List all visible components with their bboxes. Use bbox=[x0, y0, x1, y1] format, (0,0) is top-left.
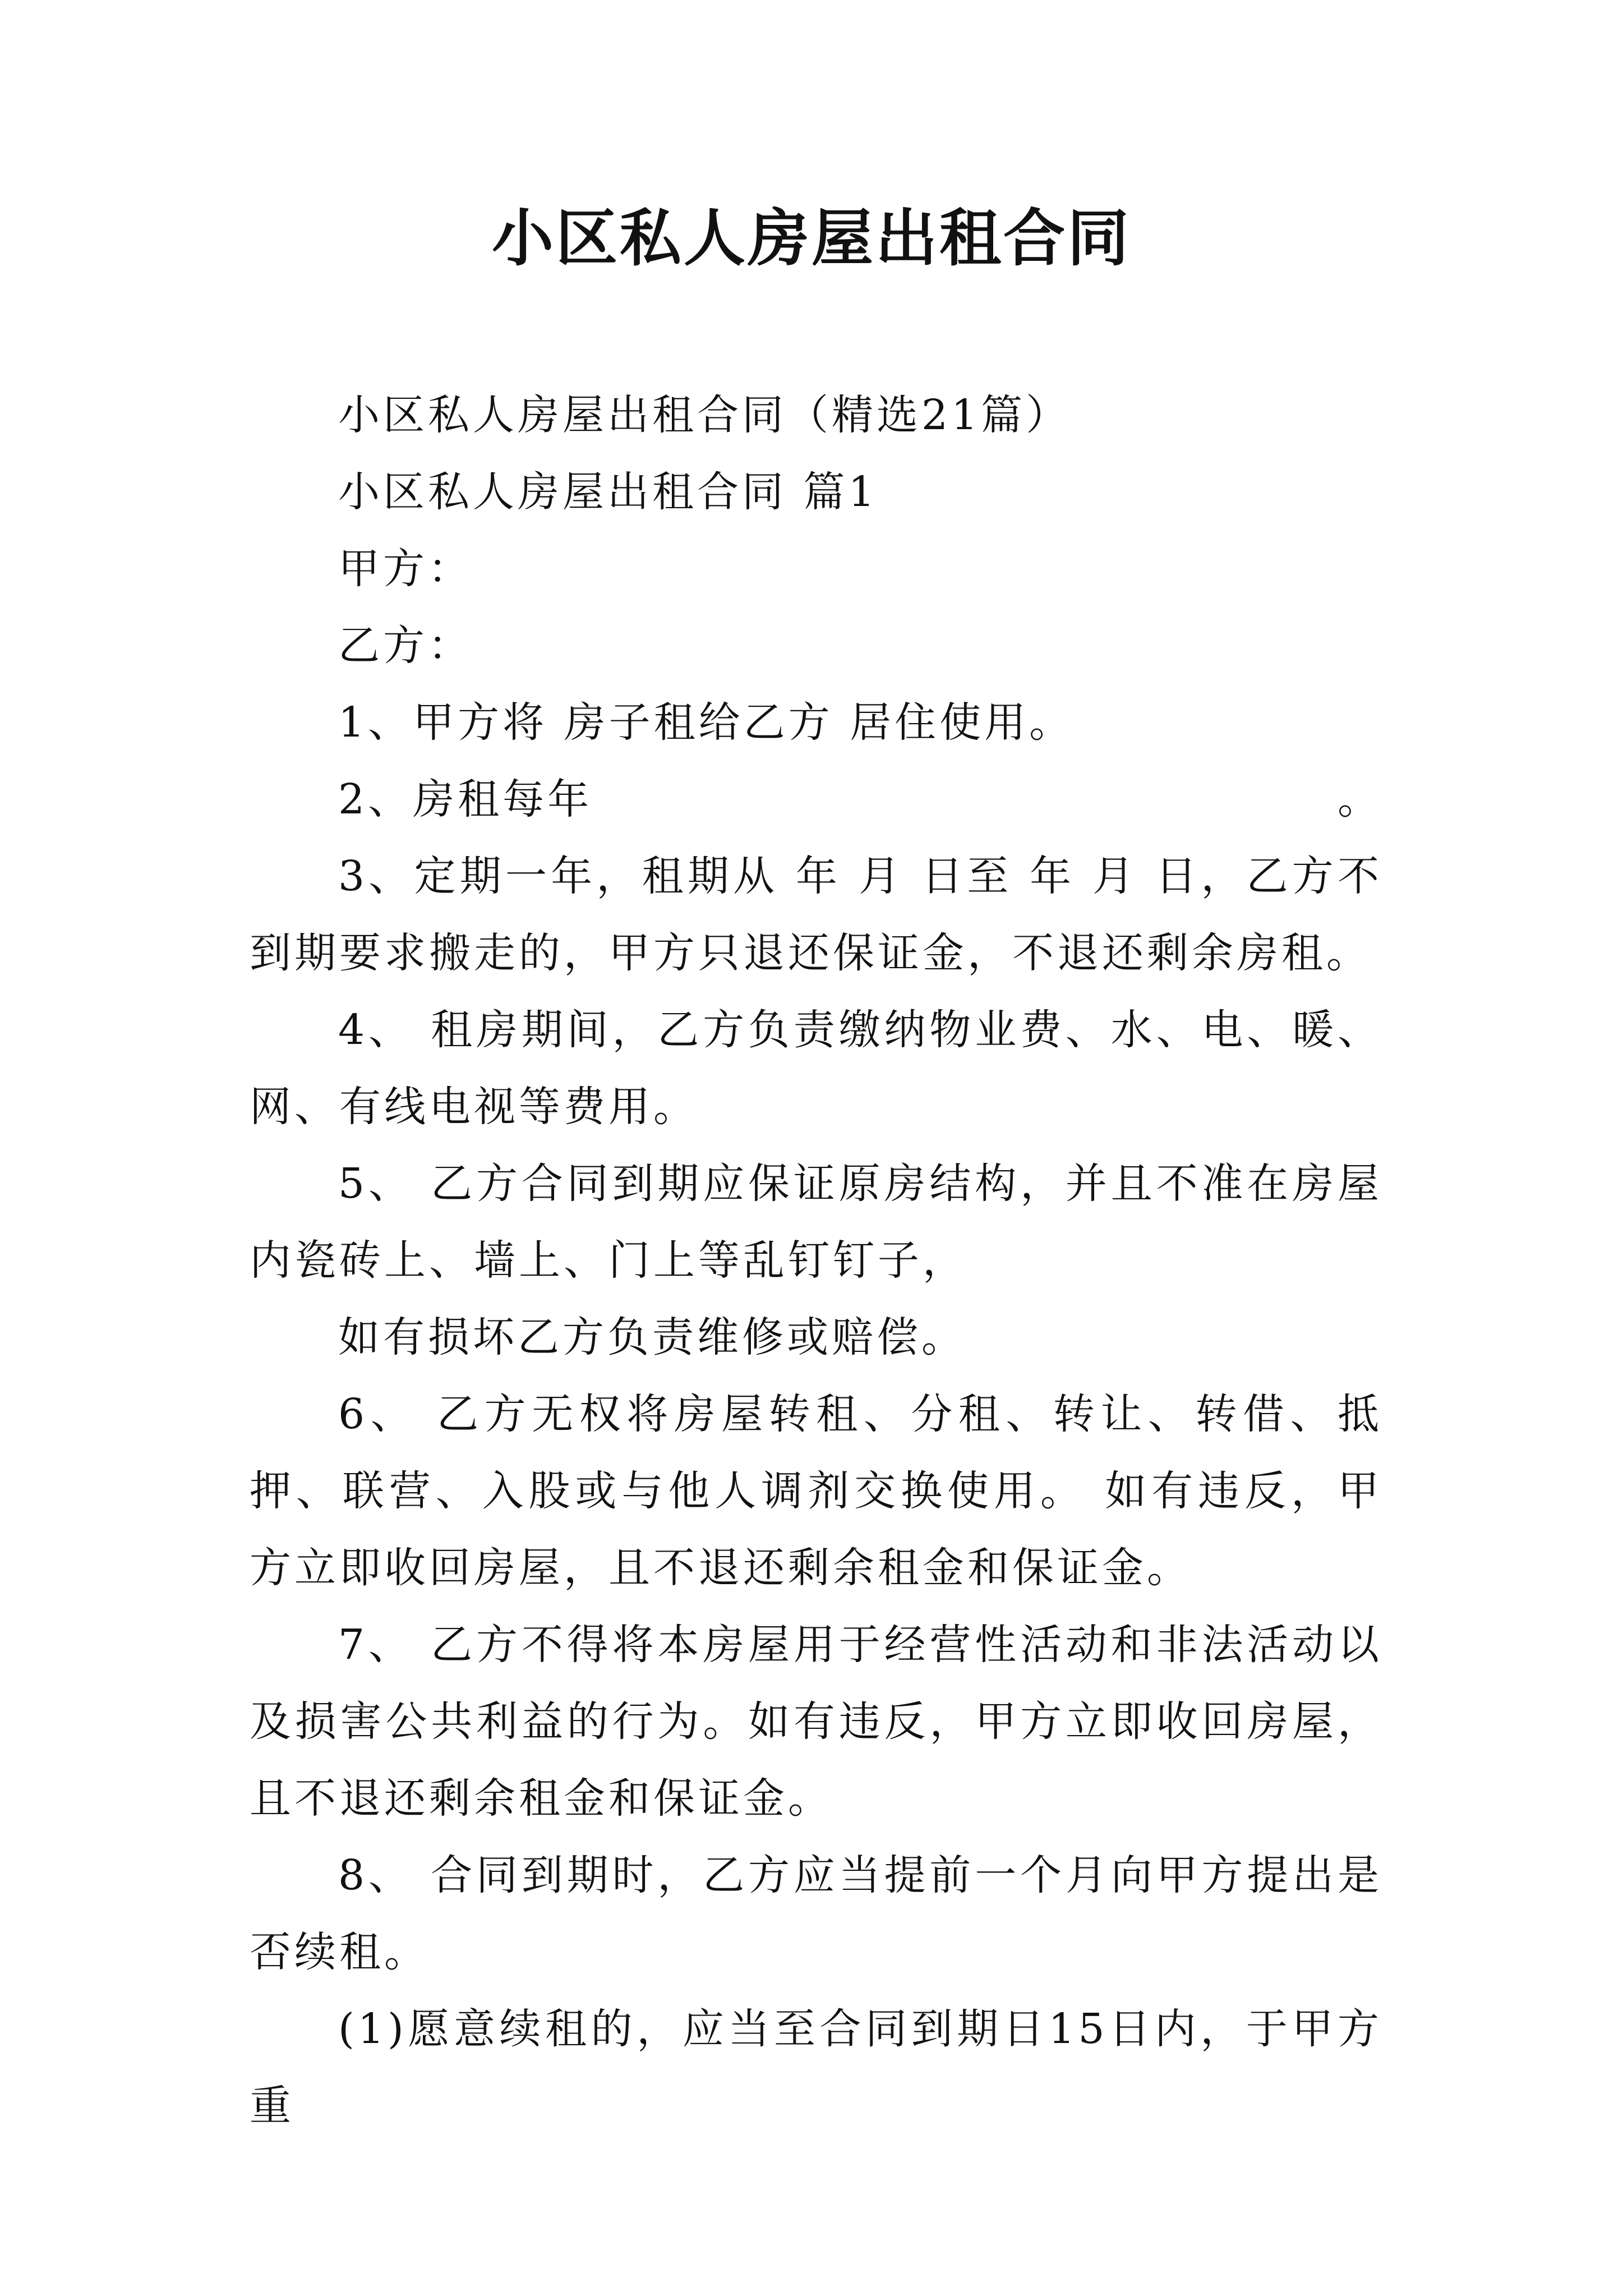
clause-6: 6、 乙方无权将房屋转租、分租、转让、转借、抵押、联营、入股或与他人调剂交换使用。 如有违反，甲方立即收回房屋，且不退还剩余租金和保证金。 bbox=[250, 1390, 1382, 1592]
document-title: 小区私人房屋出租合同 bbox=[492, 202, 1131, 274]
party-a-line: 甲方： bbox=[338, 545, 473, 593]
document-body bbox=[250, 377, 1382, 2145]
chapter-heading: 小区私人房屋出租合同 篇1 bbox=[338, 468, 878, 516]
clause-5-continued: 如有损坏乙方负责维修或赔偿。 bbox=[338, 1313, 966, 1361]
clause-1: 1、甲方将 房子租给乙方 居住使用。 bbox=[338, 698, 1075, 747]
clause-2-end: 。 bbox=[1338, 775, 1382, 823]
clause-8-item-1: (1)愿意续租的，应当至合同到期日15日内，于甲方重 bbox=[250, 2005, 1382, 2130]
clause-2 bbox=[250, 761, 1382, 838]
clause-4: 4、 租房期间，乙方负责缴纳物业费、水、电、暖、网、有线电视等费用。 bbox=[250, 1006, 1382, 1131]
clause-5: 5、 乙方合同到期应保证原房结构，并且不准在房屋内瓷砖上、墙上、门上等乱钉钉子， bbox=[250, 1159, 1382, 1285]
clause-8: 8、 合同到期时，乙方应当提前一个月向甲方提出是否续租。 bbox=[250, 1851, 1382, 1976]
party-b-line: 乙方： bbox=[338, 622, 473, 670]
clause-7: 7、 乙方不得将本房屋用于经营性活动和非法活动以及损害公共利益的行为。如有违反，甲方立即收回房屋，且不退还剩余租金和保证金。 bbox=[250, 1621, 1382, 1823]
clause-2-label: 2、房租每年 bbox=[338, 775, 593, 823]
clause-3: 3、定期一年，租期从 年 月 日至 年 月 日，乙方不到期要求搬走的，甲方只退还保证金，不退还剩余房租。 bbox=[250, 852, 1382, 977]
document-subtitle: 小区私人房屋出租合同（精选21篇） bbox=[338, 391, 1071, 439]
